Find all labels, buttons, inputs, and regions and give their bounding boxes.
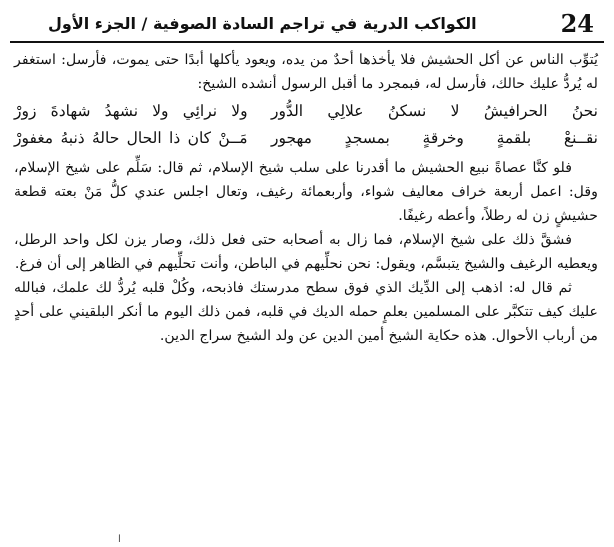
paragraph-2: فلو كنَّا عصاةً نبيع الحشيش ما أقدرنا على سلب شيخ الإسلام، ثم قال: سَلِّم على شيخ الإسلام، وقل: اعمل أربعة خراف معاليف شواء، وأربعمائة رغيف، وتعال اجلس عندي كلُّ مَنْ بعته قطعة حشيشٍ زن له رطلاً، وأعطه رغيفًا. [14, 160, 598, 224]
poem-verse-2-second-hemistich: مَــنْ كان ذا الحال حالهُ ذنبهُ مغفورْ [14, 129, 248, 147]
poem-verse-2-first-hemistich: نقــنعْ بلقمةٍ وخرقةٍ بمسجدٍ مهجور [270, 129, 598, 147]
poem [14, 98, 598, 152]
paragraph-4: ثم قال له: اذهب إلى الدِّيك الذي فوق سطح مدرستك فاذبحه، وكُلْ قلبه يُردُّ لك علمك، فبالله عليك كيف تتكبَّر على المسلمين بعلمٍ حمله الديك في قلبه، فمن ذلك اليوم ما أنكر البلقيني على أحدٍ من أرباب الأحوال. هذه حكاية الشيخ أمين الدين عن ولد الشيخ سراج الدين. [14, 280, 598, 344]
paragraph-1: يُتوِّب الناس عن أكل الحشيش فلا يأخذها أحدٌ من يده، ويعود يأكلها أبدًا حتى يموت، فأرسل: استغفر له يُردُّ عليك حالك، فأرسل له، فبمجرد ما أقبل الرسول أنشده الشيخ: [14, 52, 598, 92]
poem-verse-1-first-hemistich: نحنُ الحرافيشُ لا نسكنُ علالِي الدُّور [270, 102, 598, 120]
poem-verse-1-second-hemistich: ولا نرائِي ولا نشهدُ شهادةَ زورْ [14, 102, 248, 120]
header-rule [10, 41, 604, 43]
page-number: 24 [560, 8, 594, 38]
body-text [14, 48, 598, 348]
paragraph-3: فشقَّ ذلك على شيخ الإسلام، فما زال به أصحابه حتى فعل ذلك، وصار يزن لكل واحد الرطل، ويعطيه الرغيف والشيخ يتبسَّم، ويقول: نحن نحلِّيهم في الباطن، وأنت تحلِّيهم في الظاهر إلى أن فرغ. [14, 232, 598, 272]
running-title: الكواكب الدرية في تراجم السادة الصوفية / الجزء الأول [48, 13, 477, 33]
stray-print-mark: ا [118, 534, 121, 545]
page-header [12, 8, 602, 38]
poem-verse-1 [14, 98, 598, 125]
poem-verse-2 [14, 125, 598, 152]
